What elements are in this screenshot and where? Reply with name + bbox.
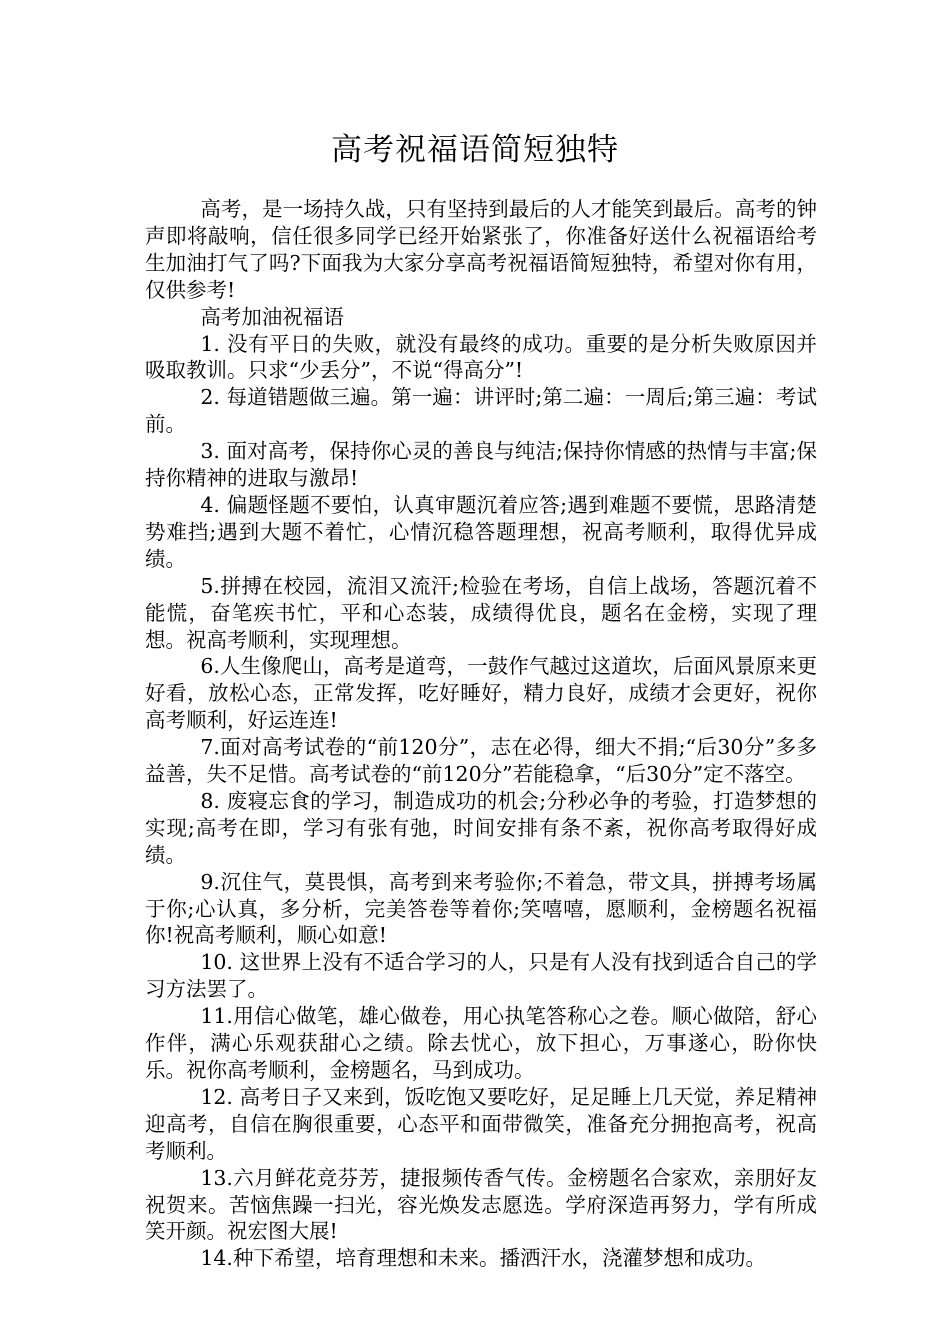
- list-item: 10. 这世界上没有不适合学习的人，只是有人没有找到适合自己的学习方法罢了。: [145, 950, 817, 1002]
- list-item: 7.面对高考试卷的“前120分”，志在必得，细大不捐;“后30分”多多益善，失不足惜。高考试卷的“前120分”若能稳拿，“后30分”定不落空。: [145, 735, 817, 787]
- list-item: 12. 高考日子又来到，饭吃饱又要吃好，足足睡上几天觉，养足精神迎高考，自信在胸很重要，心态平和面带微笑，准备充分拥抱高考，祝高考顺利。: [145, 1084, 817, 1163]
- list-item: 9.沉住气，莫畏惧，高考到来考验你;不着急，带文具，拼搏考场属于你;心认真，多分析，完美答卷等着你;笑嘻嘻，愿顺利，金榜题名祝福你!祝高考顺利，顺心如意!: [145, 869, 817, 948]
- list-item: 3. 面对高考，保持你心灵的善良与纯洁;保持你情感的热情与丰富;保持你精神的进取与激昂!: [145, 439, 817, 491]
- list-item: 13.六月鲜花竞芬芳，捷报频传香气传。金榜题名合家欢，亲朋好友祝贺来。苦恼焦躁一扫光，容光焕发志愿选。学府深造再努力，学有所成笑开颜。祝宏图大展!: [145, 1165, 817, 1244]
- list-item: 14.种下希望，培育理想和未来。播洒汗水，浇灌梦想和成功。: [200, 1246, 766, 1271]
- intro-paragraph: 高考，是一场持久战，只有坚持到最后的人才能笑到最后。高考的钟声即将敲响，信任很多同学已经开始紧张了，你准备好送什么祝福语给考生加油打气了吗?下面我为大家分享高考祝福语简短独特，希望对你有用，仅供参考!: [145, 197, 817, 302]
- section-heading: 高考加油祝福语: [200, 304, 344, 329]
- document-title: 高考祝福语简短独特: [331, 132, 619, 168]
- list-item: 1. 没有平日的失败，就没有最终的成功。重要的是分析失败原因并吸取教训。只求“少丢分”，不说“得高分”!: [145, 331, 817, 383]
- list-item: 5.拼搏在校园，流泪又流汗;检验在考场，自信上战场，答题沉着不能慌，奋笔疾书忙，平和心态装，成绩得优良，题名在金榜，实现了理想。祝高考顺利，实现理想。: [145, 573, 817, 652]
- document-body: [145, 196, 817, 1272]
- list-item: 8. 废寝忘食的学习，制造成功的机会;分秒必争的考验，打造梦想的实现;高考在即，学习有张有弛，时间安排有条不紊，祝你高考取得好成绩。: [145, 788, 817, 867]
- list-item: 11.用信心做笔，雄心做卷，用心执笔答称心之卷。顺心做陪，舒心作伴，满心乐观获甜心之绩。除去忧心，放下担心，万事遂心，盼你快乐。祝你高考顺利，金榜题名，马到成功。: [145, 1004, 817, 1082]
- list-item: 6.人生像爬山，高考是道弯，一鼓作气越过这道坎，后面风景原来更好看，放松心态，正常发挥，吃好睡好，精力良好，成绩才会更好，祝你高考顺利，好运连连!: [145, 654, 817, 733]
- list-item: 4. 偏题怪题不要怕，认真审题沉着应答;遇到难题不要慌，思路清楚势难挡;遇到大题不着忙，心情沉稳答题理想，祝高考顺利，取得优异成绩。: [145, 492, 817, 571]
- list-item: 2. 每道错题做三遍。第一遍：讲评时;第二遍：一周后;第三遍：考试前。: [145, 385, 817, 437]
